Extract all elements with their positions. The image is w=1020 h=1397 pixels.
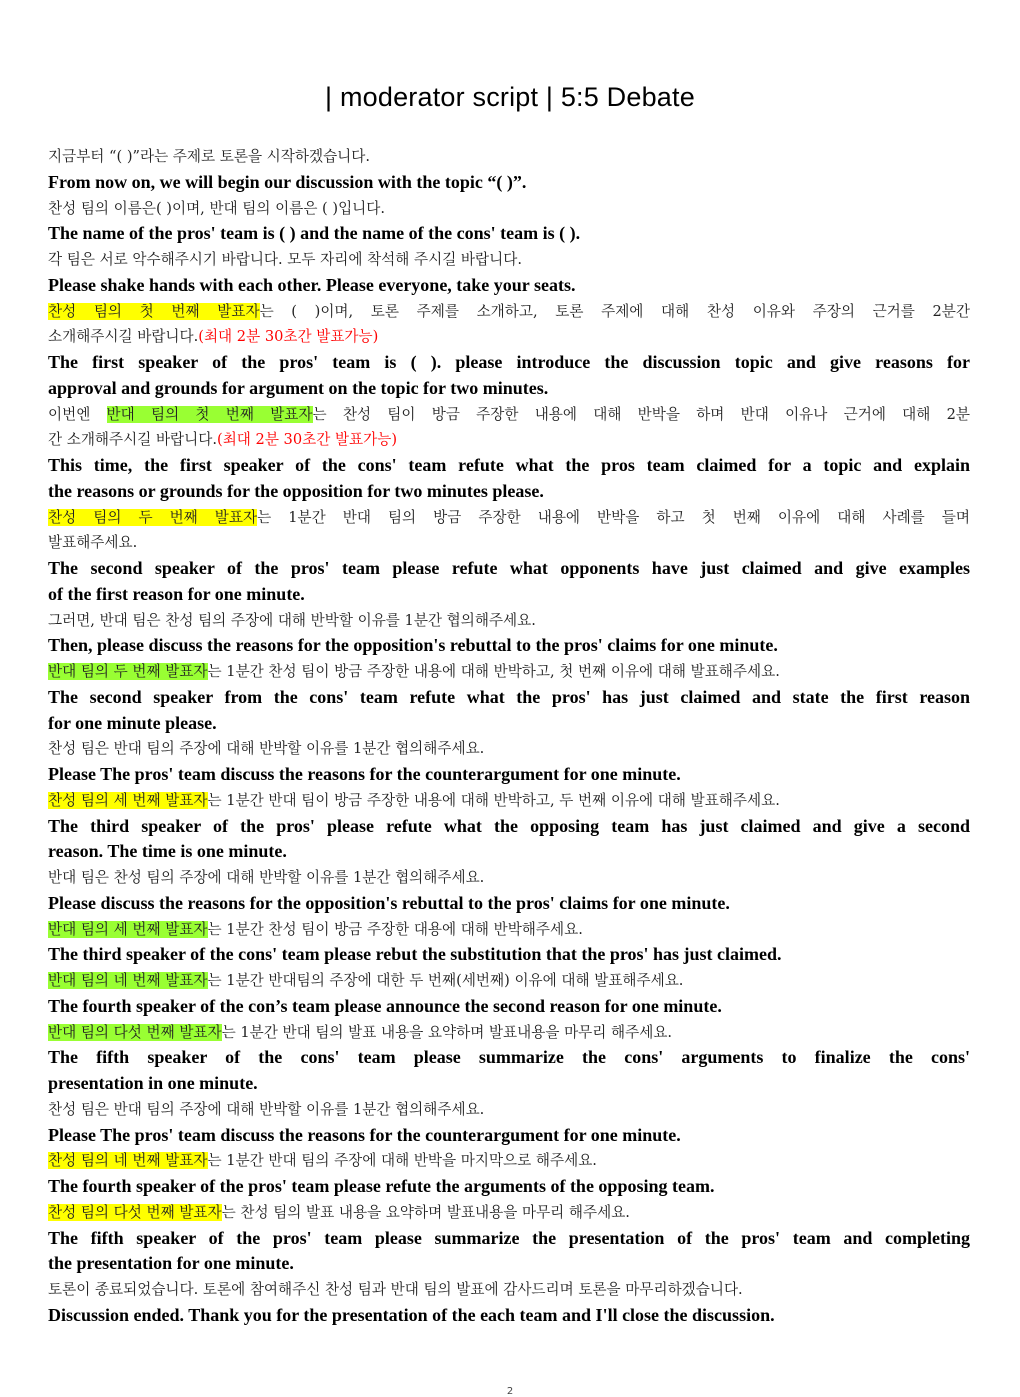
highlighted-speaker: 찬성 팀의 세 번째 발표자 — [48, 791, 208, 809]
line-text: 는 1분간 찬성 팀이 방금 주장한 대용에 대해 반박해주세요. — [207, 920, 583, 938]
line-text: reason. The time is one minute. — [48, 841, 287, 862]
english-line — [48, 891, 970, 917]
line-text: Discussion ended. Thank you for the presentation of the each team and I'll close the discussion. — [48, 1304, 775, 1325]
korean-line — [48, 917, 970, 943]
script-body — [48, 144, 970, 1329]
english-line — [48, 633, 970, 659]
line-text: The fifth speaker of the pros' team please summarize the presentation of the pros' team and completing — [48, 1227, 970, 1248]
line-text: approval and grounds for argument on the topic for two minutes. — [48, 377, 549, 398]
line-text: The first speaker of the pros' team is ( ). please introduce the discussion topic and give reasons for — [48, 352, 970, 372]
line-text: The second speaker from the cons' team refute what the pros' has just claimed and state the first reason — [48, 686, 970, 707]
highlighted-speaker: 반대 팀의 두 번째 발표자 — [48, 663, 208, 680]
line-text: The second speaker of the pros' team please refute what opponents have just claimed and give examples — [48, 558, 970, 578]
line-text: for one minute please. — [48, 712, 217, 733]
korean-line — [48, 299, 970, 325]
english-line — [48, 942, 970, 968]
line-text: of the first reason for one minute. — [48, 583, 305, 604]
korean-line — [48, 505, 970, 531]
korean-line — [48, 608, 970, 634]
line-text: The name of the pros' team is ( ) and the name of the cons' team is ( ). — [48, 223, 581, 244]
line-text: Please shake hands with each other. Please everyone, take your seats. — [48, 274, 576, 295]
korean-line — [48, 144, 970, 170]
line-text: Please The pros' team discuss the reasons for the counterargument for one minute. — [48, 764, 681, 784]
highlighted-speaker: 찬성 팀의 네 번째 발표자 — [48, 1152, 208, 1170]
page-title: | moderator script | 5:5 Debate — [325, 82, 695, 112]
korean-line — [48, 1020, 970, 1046]
english-line — [48, 1251, 970, 1277]
english-line — [48, 1226, 970, 1252]
english-line — [48, 994, 970, 1020]
line-text: Please The pros' team discuss the reasons for the counterargument for one minute. — [48, 1124, 681, 1145]
line-text: Please discuss the reasons for the opposition's rebuttal to the pros' claims for one minute. — [48, 892, 730, 913]
line-text: The fourth speaker of the con’s team please announce the second reason for one minute. — [48, 995, 722, 1016]
english-line — [48, 453, 970, 479]
english-line — [48, 170, 970, 196]
highlighted-speaker: 반대 팀의 네 번째 발표자 — [48, 972, 208, 989]
korean-line — [48, 865, 970, 891]
line-text: 는 1분간 반대 팀의 주장에 대해 반박을 마지막으로 해주세요. — [207, 1152, 597, 1170]
line-text: The third speaker of the pros' please refute what the opposing team has just claimed and give a second — [48, 815, 970, 836]
english-line — [48, 762, 970, 788]
highlighted-speaker: 반대 팀의 첫 번째 발표자 — [106, 405, 313, 423]
english-line — [48, 582, 970, 608]
english-line — [48, 221, 970, 247]
line-text: the presentation for one minute. — [48, 1253, 294, 1274]
english-line — [48, 350, 970, 376]
highlighted-speaker: 찬성 팀의 다섯 번째 발표자 — [48, 1203, 222, 1221]
korean-line — [48, 1097, 970, 1123]
korean-line — [48, 427, 970, 453]
line-text: 는 1분간 반대 팀이 방금 주장한 내용에 대해 반박하고, 두 번째 이유에 대해 발표해주세요. — [207, 791, 780, 809]
korean-line — [48, 736, 970, 762]
english-line — [48, 711, 970, 737]
line-text: 는 ( )이며, 토론 주제를 소개하고, 토론 주제에 대해 찬성 이유와 주장의 근거를 2분간 — [259, 302, 970, 320]
english-line — [48, 1123, 970, 1149]
korean-line — [48, 788, 970, 814]
line-text: The fifth speaker of the cons' team please summarize the cons' arguments to finalize the cons' — [48, 1047, 970, 1068]
korean-line — [48, 402, 970, 428]
line-text: From now on, we will begin our discussion with the topic “( )”. — [48, 171, 527, 192]
line-text: 간 소개해주시길 바랍니다. — [48, 431, 217, 449]
korean-line — [48, 1200, 970, 1226]
english-line — [48, 376, 970, 402]
korean-line — [48, 1277, 970, 1303]
korean-line — [48, 968, 970, 994]
line-text: 지금부터 “( )”라는 주제로 토론을 시작하겠습니다. — [48, 148, 370, 165]
line-text: 이번엔 — [48, 405, 107, 423]
korean-line — [48, 659, 970, 685]
english-line — [48, 814, 970, 840]
korean-line — [48, 324, 970, 350]
line-text: 는 1분간 찬성 팀이 방금 주장한 내용에 대해 반박하고, 첫 번째 이유에 대해 발표해주세요. — [207, 663, 780, 680]
korean-line — [48, 530, 970, 556]
line-text: 는 찬성 팀의 발표 내용을 요약하며 발표내용을 마무리 해주세요. — [221, 1203, 630, 1221]
english-line — [48, 1045, 970, 1071]
line-text: 그러면, 반대 팀은 찬성 팀의 주장에 대해 반박할 이유를 1분간 협의해주세요. — [48, 611, 536, 629]
line-text: 는 찬성 팀이 방금 주장한 내용에 대해 반박을 하며 반대 이유나 근거에 대해 2분 — [312, 405, 970, 423]
line-text: This time, the first speaker of the cons' team refute what the pros team claimed for a topic and explain — [48, 455, 970, 475]
line-text: 는 1분간 반대 팀의 발표 내용을 요약하며 발표내용을 마무리 해주세요. — [221, 1023, 673, 1041]
korean-line — [48, 1148, 970, 1174]
highlighted-speaker: 반대 팀의 다섯 번째 발표자 — [48, 1023, 222, 1041]
time-note: (최대 2분 30초간 발표가능) — [217, 431, 398, 449]
line-text: 반대 팀은 찬성 팀의 주장에 대해 반박할 이유를 1분간 협의해주세요. — [48, 869, 485, 886]
english-line — [48, 1303, 970, 1329]
line-text: 발표해주세요. — [48, 534, 138, 552]
line-text: the reasons or grounds for the opposition for two minutes please. — [48, 480, 544, 501]
highlighted-speaker: 찬성 팀의 첫 번째 발표자 — [48, 302, 260, 320]
line-text: The fourth speaker of the pros' team please refute the arguments of the opposing team. — [48, 1176, 715, 1196]
line-text: 토론이 종료되었습니다. 토론에 참여해주신 찬성 팀과 반대 팀의 발표에 감사드리며 토론을 마무리하겠습니다. — [48, 1281, 743, 1298]
line-text: 찬성 팀의 이름은( )이며, 반대 팀의 이름은 ( )입니다. — [48, 199, 386, 217]
line-text: 소개해주시길 바랍니다. — [48, 328, 199, 346]
korean-line — [48, 196, 970, 222]
english-line — [48, 556, 970, 582]
korean-line — [48, 247, 970, 273]
line-text: presentation in one minute. — [48, 1073, 258, 1093]
line-text: 찬성 팀은 반대 팀의 주장에 대해 반박할 이유를 1분간 협의해주세요. — [48, 1100, 485, 1118]
english-line — [48, 1071, 970, 1097]
highlighted-speaker: 찬성 팀의 두 번째 발표자 — [48, 508, 258, 526]
line-text: Then, please discuss the reasons for the opposition's rebuttal to the pros' claims for one minute. — [48, 635, 778, 656]
highlighted-speaker: 반대 팀의 세 번째 발표자 — [48, 920, 208, 938]
line-text: 는 1분간 반대팀의 주장에 대한 두 번째(세번째) 이유에 대해 발표해주세요. — [207, 972, 684, 989]
line-text: The third speaker of the cons' team please rebut the substitution that the pros' has just claimed. — [48, 944, 782, 965]
english-line — [48, 1174, 970, 1200]
english-line — [48, 273, 970, 299]
english-line — [48, 839, 970, 865]
english-line — [48, 479, 970, 505]
page-number: 2 — [506, 1386, 514, 1397]
english-line — [48, 685, 970, 711]
line-text: 각 팀은 서로 악수해주시기 바랍니다. 모두 자리에 착석해 주시길 바랍니다. — [48, 251, 522, 268]
line-text: 는 1분간 반대 팀의 방금 주장한 내용에 반박을 하고 첫 번째 이유에 대해 사례를 들며 — [257, 508, 970, 526]
line-text: 찬성 팀은 반대 팀의 주장에 대해 반박할 이유를 1분간 협의해주세요. — [48, 740, 485, 758]
time-note: (최대 2분 30초간 발표가능) — [198, 328, 379, 346]
